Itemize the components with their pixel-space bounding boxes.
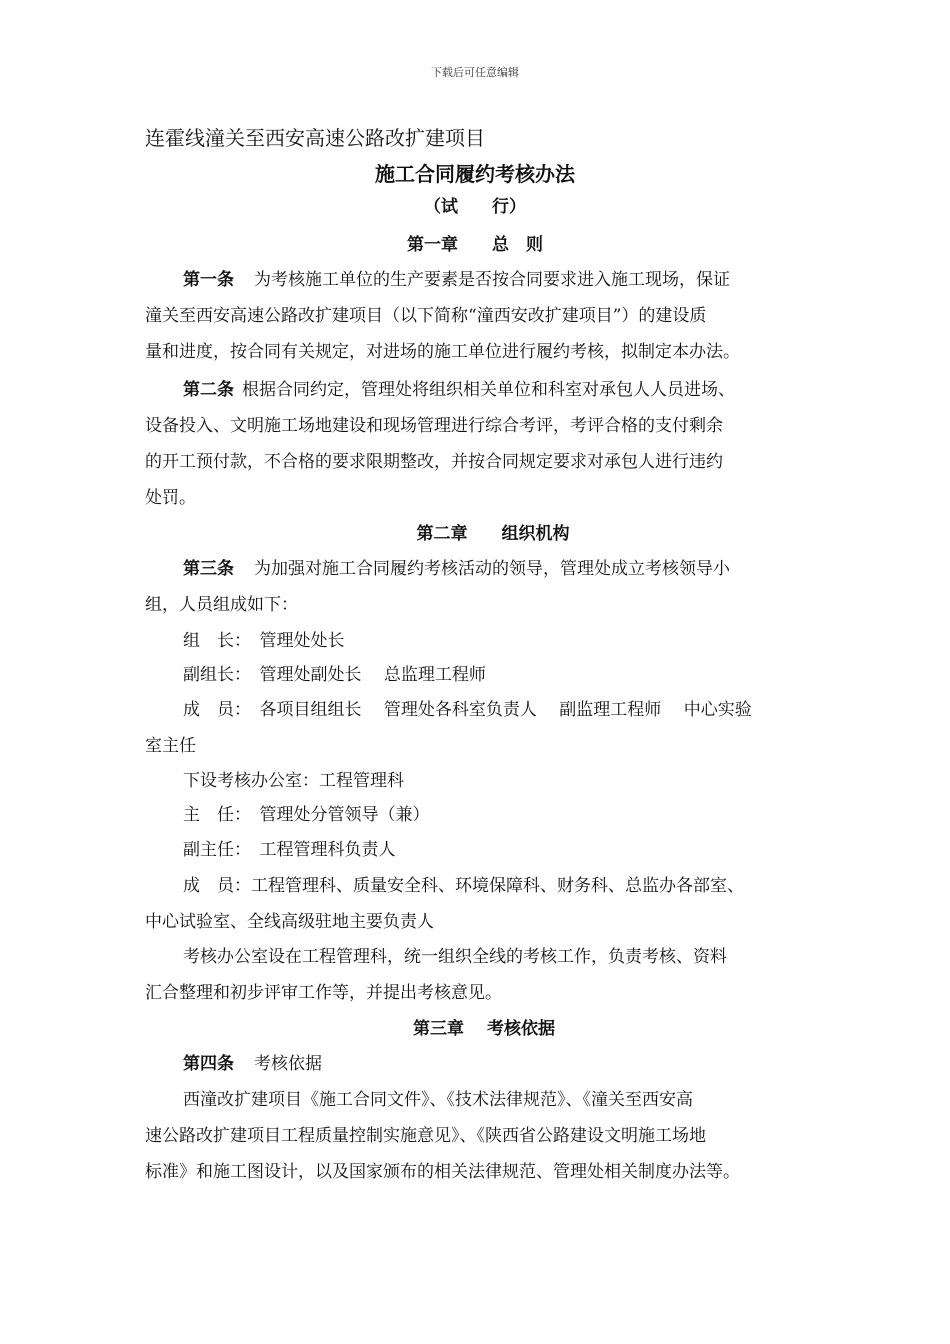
article-3-line-1 [183,554,730,579]
basis-line-3: 标准》和施工图设计，以及国家颁布的相关法律规范、管理处相关制度办法等。 [145,1162,740,1182]
org-director: 主 任： 管理处分管领导（兼） [183,805,430,825]
article-2-line-4: 处罚。 [145,488,196,508]
office-members-line-1: 成 员：工程管理科、质量安全科、环境保障科、财务科、总监办各部室、 [183,876,744,896]
chapter-1-heading: 第一章 总 则 [407,235,543,255]
article-3-label: 第三条 [183,559,234,579]
article-2-line-2: 设备投入、文明施工场地建设和现场管理进行综合考评，考评合格的支付剩余 [145,416,723,436]
org-members-line-2: 室主任 [145,736,196,756]
article-3-line-2: 组，人员组成如下： [145,595,298,615]
org-leader: 组 长： 管理处处长 [183,631,345,651]
title-main: 施工合同履约考核办法 [375,162,575,186]
header-note: 下载后可任意编辑 [431,66,519,79]
office-duty-line-2: 汇合整理和初步评审工作等，并提出考核意见。 [145,983,502,1003]
article-4-line-1 [183,1049,322,1074]
org-members-line-1: 成 员： 各项目组组长 管理处各科室负责人 副监理工程师 中心实验 [183,700,752,720]
article-1-line-1 [183,265,730,290]
org-deputy-director: 副主任： 工程管理科负责人 [183,840,396,860]
article-1-label: 第一条 [183,270,234,290]
chapter-2-heading: 第二章 组织机构 [416,524,570,544]
office-duty-line-1: 考核办公室设在工程管理科，统一组织全线的考核工作，负责考核、资料 [183,947,727,967]
article-4-title: 考核依据 [254,1054,322,1074]
article-1-text: 为考核施工单位的生产要素是否按合同要求进入施工现场，保证 [254,270,730,290]
basis-line-2: 速公路改扩建项目工程质量控制实施意见》、《陕西省公路建设文明施工场地 [145,1126,706,1146]
title-trial: （试 行） [424,197,526,217]
article-1-line-2: 潼关至西安高速公路改扩建项目（以下简称“潼西安改扩建项目”）的建设质 [145,306,707,326]
title-project: 连霍线潼关至西安高速公路改扩建项目 [145,126,485,150]
basis-line-1: 西潼改扩建项目《施工合同文件》、《技术法律规范》、《潼关至西安高 [183,1090,693,1110]
office-members-line-2: 中心试验室、全线高级驻地主要负责人 [145,912,434,932]
org-deputy-leader: 副组长： 管理处副处长 总监理工程师 [183,665,486,685]
org-office: 下设考核办公室：工程管理科 [183,771,404,791]
article-3-text: 为加强对施工合同履约考核活动的领导，管理处成立考核领导小 [254,559,730,579]
article-2-text: 根据合同约定，管理处将组织相关单位和科室对承包人人员进场、 [242,380,735,400]
chapter-3-heading: 第三章 考核依据 [413,1019,555,1039]
article-2-line-1 [183,375,735,400]
article-2-line-3: 的开工预付款，不合格的要求限期整改，并按合同规定要求对承包人进行违约 [145,452,723,472]
article-4-label: 第四条 [183,1054,234,1074]
article-2-label: 第二条 [183,380,234,400]
article-1-line-3: 量和进度，按合同有关规定，对进场的施工单位进行履约考核，拟制定本办法。 [145,342,740,362]
